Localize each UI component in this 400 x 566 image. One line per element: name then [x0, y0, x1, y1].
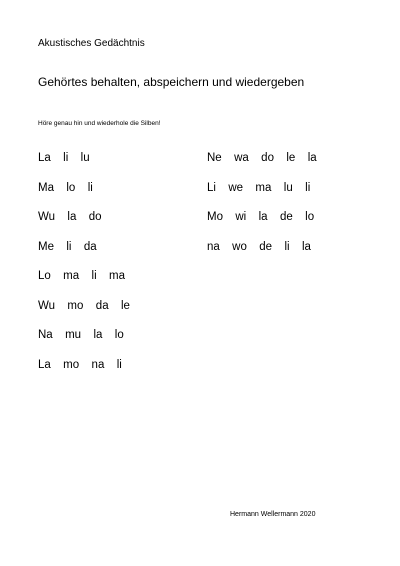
instruction-text: Höre genau hin und wiederhole die Silben!	[38, 120, 161, 127]
syllable-line: Li we ma lu li	[207, 181, 311, 194]
footer-author: Hermann Wellermann 2020	[230, 511, 316, 518]
syllable-line: La li lu	[38, 152, 90, 164]
syllable-line: Me li da	[38, 240, 97, 253]
syllable-line: na wo de li la	[207, 240, 311, 253]
syllable-column-left	[38, 151, 130, 387]
header-title: Akustisches Gedächtnis	[38, 38, 145, 49]
syllable-line: Wu la do	[38, 211, 102, 223]
syllable-column-right	[207, 151, 317, 269]
worksheet-subtitle: Gehörtes behalten, abspeichern und wiedergeben	[38, 75, 305, 89]
syllable-line: La mo na li	[38, 358, 122, 371]
syllable-line: Na mu la lo	[38, 329, 124, 341]
syllable-line: Mo wi la de lo	[207, 211, 315, 223]
syllable-line: Lo ma li ma	[38, 270, 126, 282]
syllable-line: Wu mo da le	[38, 299, 130, 312]
syllable-line: Ne wa do le la	[207, 152, 317, 164]
syllable-line: Ma lo li	[38, 181, 93, 194]
